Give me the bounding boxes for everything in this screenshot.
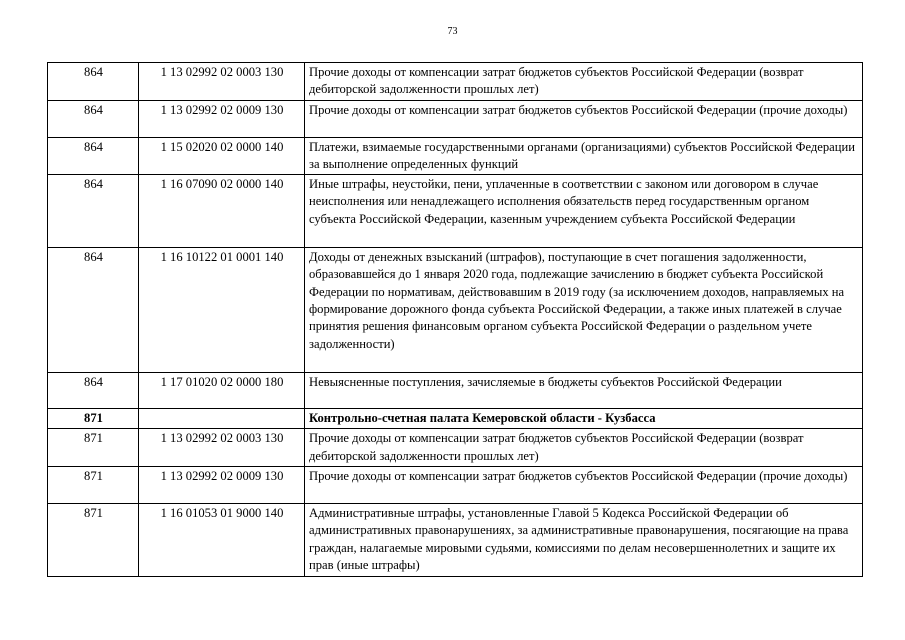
admin-code-cell: 864 — [48, 100, 139, 137]
revenue-code-cell: 1 13 02992 02 0003 130 — [139, 429, 305, 467]
revenue-code-cell: 1 15 02020 02 0000 140 — [139, 137, 305, 175]
revenue-code-cell: 1 17 01020 02 0000 180 — [139, 373, 305, 409]
description-cell: Прочие доходы от компенсации затрат бюджетов субъектов Российской Федерации (возврат дебиторской задолженности прошлых лет) — [305, 429, 863, 467]
revenue-code-cell: 1 16 07090 02 0000 140 — [139, 175, 305, 248]
table-row — [48, 373, 863, 409]
table-row — [48, 175, 863, 248]
administrator-name-cell: Контрольно-счетная палата Кемеровской области - Кузбасса — [305, 409, 863, 429]
description-cell: Доходы от денежных взысканий (штрафов), поступающие в счет погашения задолженности, образовавшейся до 1 января 2020 года, подлежащие зачислению в бюджет субъекта Российской Федерации по нормативам, действовавшим в 2019 году (за исключением доходов, направляемых на формирование дорожного фонда субъекта Российской Федерации, а также иных платежей в случае принятия решения финансовым органом субъекта Российской Федерации о раздельном учете задолженности) — [305, 248, 863, 373]
description-cell: Невыясненные поступления, зачисляемые в бюджеты субъектов Российской Федерации — [305, 373, 863, 409]
description-cell: Прочие доходы от компенсации затрат бюджетов субъектов Российской Федерации (возврат дебиторской задолженности прошлых лет) — [305, 63, 863, 101]
table-row — [48, 137, 863, 175]
admin-code-cell: 871 — [48, 467, 139, 504]
admin-code-cell: 864 — [48, 175, 139, 248]
description-cell: Платежи, взимаемые государственными органами (организациями) субъектов Российской Федерации за выполнение определенных функций — [305, 137, 863, 175]
section-header-row — [48, 409, 863, 429]
table-row — [48, 248, 863, 373]
admin-code-cell: 864 — [48, 137, 139, 175]
description-cell: Прочие доходы от компенсации затрат бюджетов субъектов Российской Федерации (прочие доходы) — [305, 100, 863, 137]
admin-code-cell: 871 — [48, 409, 139, 429]
admin-code-cell: 871 — [48, 429, 139, 467]
table-row — [48, 504, 863, 577]
revenue-code-cell: 1 16 01053 01 9000 140 — [139, 504, 305, 577]
description-cell: Прочие доходы от компенсации затрат бюджетов субъектов Российской Федерации (прочие доходы) — [305, 467, 863, 504]
table-row — [48, 63, 863, 101]
revenue-code-cell: 1 13 02992 02 0009 130 — [139, 467, 305, 504]
description-cell: Административные штрафы, установленные Главой 5 Кодекса Российской Федерации об административных правонарушениях, за административные правонарушения, посягающие на права граждан, налагаемые мировыми судьями, комиссиями по делам несовершеннолетних и защите их прав (иные штрафы) — [305, 504, 863, 577]
table-row — [48, 429, 863, 467]
revenue-code-cell — [139, 409, 305, 429]
revenue-code-cell: 1 13 02992 02 0003 130 — [139, 63, 305, 101]
revenue-code-cell: 1 16 10122 01 0001 140 — [139, 248, 305, 373]
admin-code-cell: 864 — [48, 373, 139, 409]
table-row — [48, 467, 863, 504]
page-number: 73 — [447, 26, 458, 37]
admin-code-cell: 871 — [48, 504, 139, 577]
description-cell: Иные штрафы, неустойки, пени, уплаченные в соответствии с законом или договором в случае неисполнения или ненадлежащего исполнения обязательств перед государственным органом субъекта Российской Федерации, казенным учреждением субъекта Российской Федерации — [305, 175, 863, 248]
revenue-codes-table — [47, 62, 863, 577]
admin-code-cell: 864 — [48, 248, 139, 373]
revenue-code-cell: 1 13 02992 02 0009 130 — [139, 100, 305, 137]
admin-code-cell: 864 — [48, 63, 139, 101]
table-row — [48, 100, 863, 137]
